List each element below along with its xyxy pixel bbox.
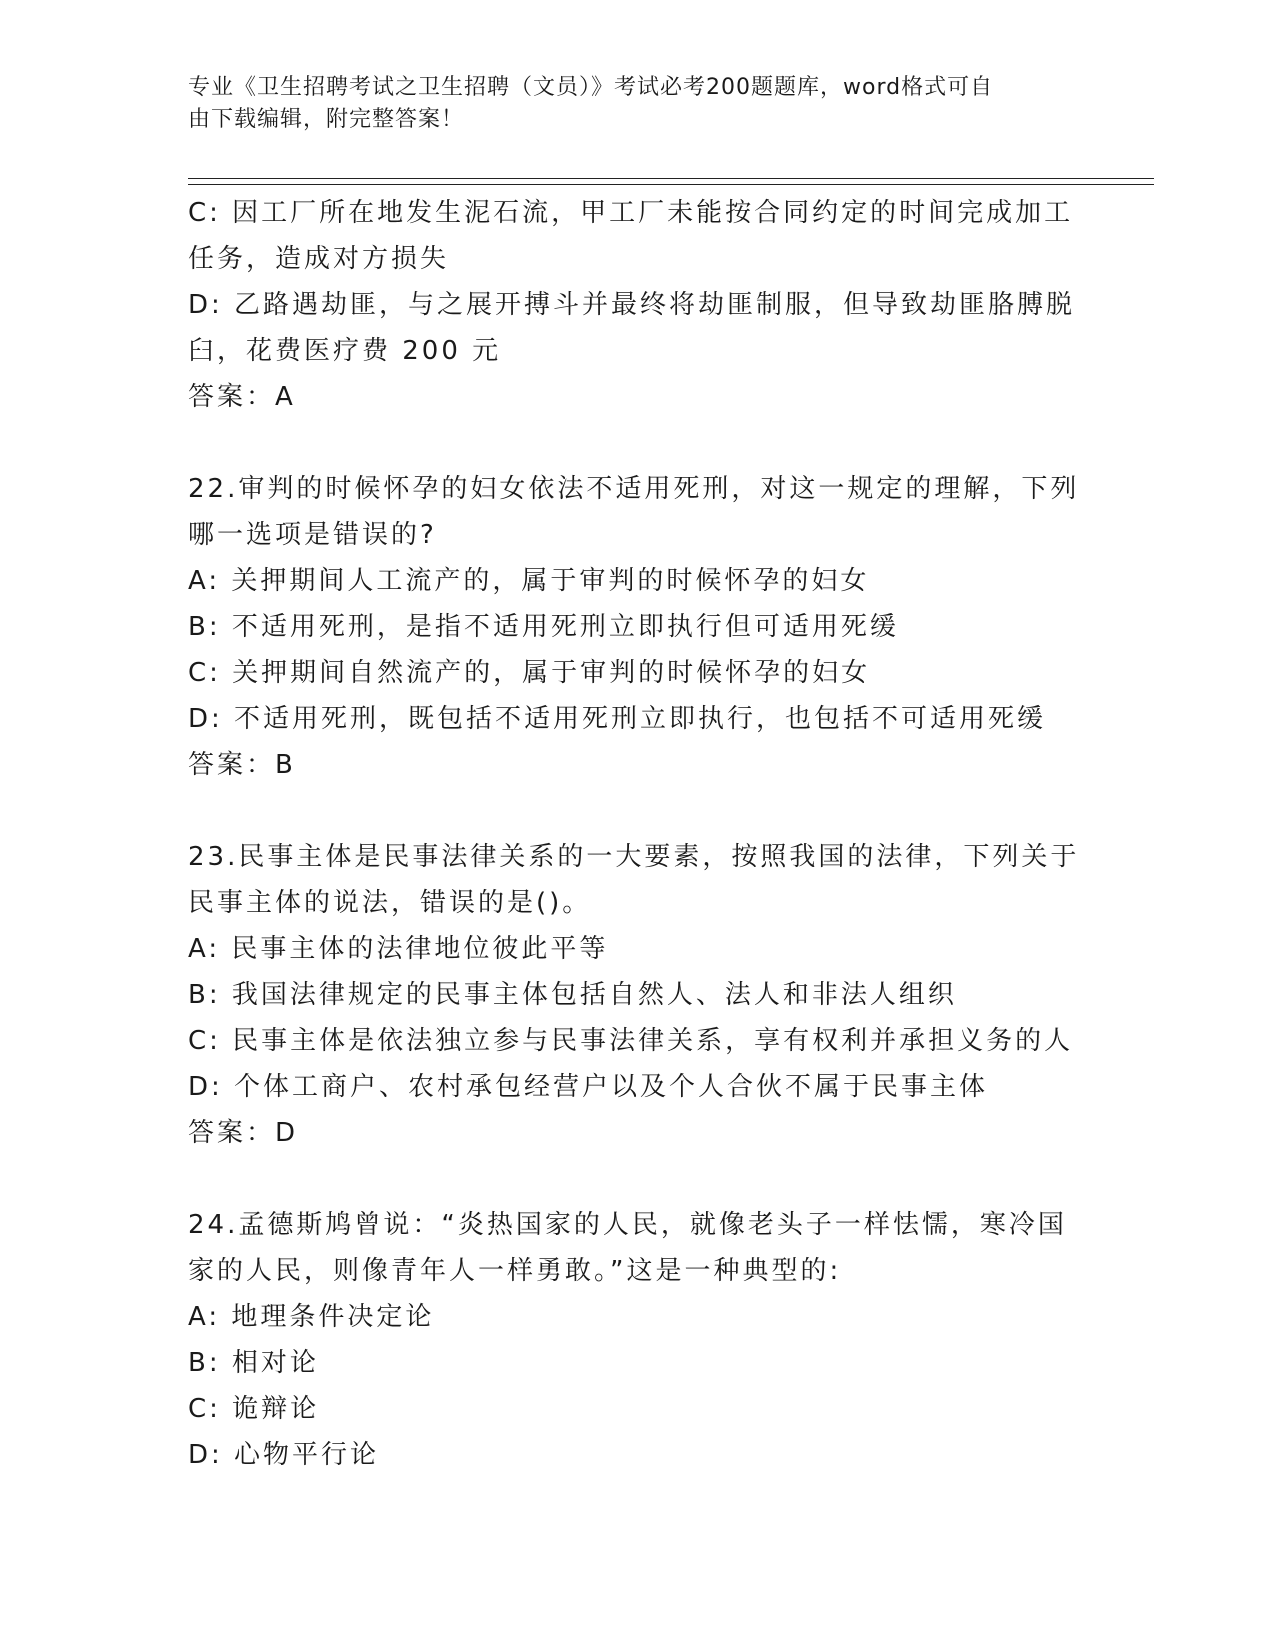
header-divider-top — [188, 178, 1154, 179]
answer-label: 答案：A — [188, 382, 296, 412]
header-divider-bottom — [188, 184, 1154, 185]
option-d: D: 不适用死刑，既包括不适用死刑立即执行，也包括不可适用死缓 — [188, 704, 1047, 734]
question-stem-line: 24.孟德斯鸠曾说：“炎热国家的人民，就像老头子一样怯懦，寒冷国 — [188, 1210, 1067, 1240]
question-stem-line: 哪一选项是错误的? — [188, 520, 437, 550]
option-b: B: 我国法律规定的民事主体包括自然人、法人和非法人组织 — [188, 980, 957, 1010]
answer-label: 答案：D — [188, 1118, 299, 1148]
option-d-line-cont: 臼，花费医疗费 200 元 — [188, 336, 502, 366]
option-a: A: 地理条件决定论 — [188, 1302, 435, 1332]
option-c-line: C: 因工厂所在地发生泥石流，甲工厂未能按合同约定的时间完成加工 — [188, 198, 1074, 228]
question-24 — [188, 1202, 1088, 1478]
question-21-tail — [188, 190, 1088, 420]
option-b: B: 不适用死刑，是指不适用死刑立即执行但可适用死缓 — [188, 612, 899, 642]
option-b: B: 相对论 — [188, 1348, 319, 1378]
document-header-note — [188, 72, 1068, 136]
option-c: C: 诡辩论 — [188, 1394, 320, 1424]
option-c: C: 民事主体是依法独立参与民事法律关系，享有权利并承担义务的人 — [188, 1026, 1074, 1056]
question-22 — [188, 466, 1088, 788]
answer-label: 答案：B — [188, 750, 296, 780]
option-a: A: 关押期间人工流产的，属于审判的时候怀孕的妇女 — [188, 566, 870, 596]
option-d: D: 个体工商户、农村承包经营户以及个人合伙不属于民事主体 — [188, 1072, 989, 1102]
question-stem-line: 家的人民，则像青年人一样勇敢。”这是一种典型的: — [188, 1256, 842, 1286]
header-note-line-1: 专业《卫生招聘考试之卫生招聘（文员）》考试必考200题题库，word格式可自 — [188, 75, 994, 100]
question-list — [188, 190, 1088, 1478]
option-d-line: D: 乙路遇劫匪，与之展开搏斗并最终将劫匪制服，但导致劫匪胳膊脱 — [188, 290, 1076, 320]
question-stem-line: 民事主体的说法，错误的是()。 — [188, 888, 592, 918]
option-d: D: 心物平行论 — [188, 1440, 380, 1470]
question-23 — [188, 834, 1088, 1156]
option-c-line-cont: 任务，造成对方损失 — [188, 244, 450, 274]
question-stem-line: 22.审判的时候怀孕的妇女依法不适用死刑，对这一规定的理解，下列 — [188, 474, 1080, 504]
option-c: C: 关押期间自然流产的，属于审判的时候怀孕的妇女 — [188, 658, 871, 688]
option-a: A: 民事主体的法律地位彼此平等 — [188, 934, 609, 964]
question-stem-line: 23.民事主体是民事法律关系的一大要素，按照我国的法律，下列关于 — [188, 842, 1080, 872]
header-note-line-2: 由下载编辑，附完整答案！ — [188, 107, 465, 132]
